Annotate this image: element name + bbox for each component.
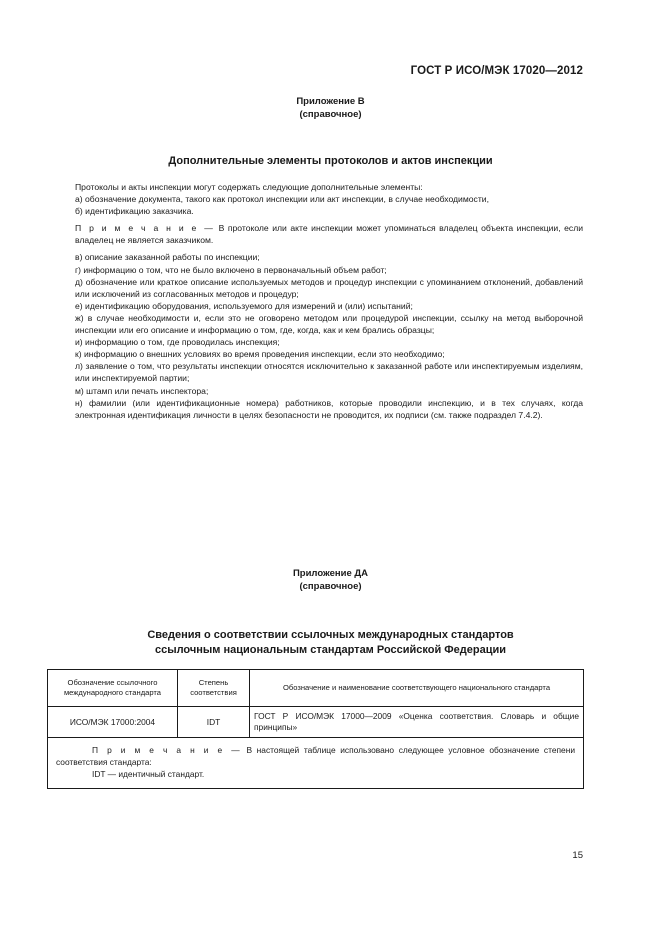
table-note-item: IDT — идентичный стандарт. [92, 769, 205, 779]
column-header: Обозначение и наименование соответствующего национального стандарта [250, 670, 584, 707]
list-item: а) обозначение документа, такого как протокол инспекции или акт инспекции, в случае необходимости, [75, 194, 489, 205]
reference-standards-table [47, 669, 584, 789]
column-header: Обозначение ссылочного международного стандарта [48, 670, 178, 707]
table-cell: IDT [178, 707, 250, 738]
list-item: б) идентификацию заказчика. [75, 206, 194, 217]
annex-b-note [75, 222, 583, 246]
table-row [48, 707, 584, 738]
note-text: В настоящей таблице использовано следующее условное обозначение степени соответствия стандарта: [56, 745, 576, 767]
annex-b-status: (справочное) [299, 109, 362, 120]
annex-b-intro: Протоколы и акты инспекции могут содержать следующие дополнительные элементы: [75, 182, 423, 192]
annex-da-title: Приложение ДА [292, 568, 369, 579]
annex-da-heading-line2: ссылочным национальным стандартам Российской Федерации [154, 644, 507, 656]
table-cell: ИСО/МЭК 17000:2004 [48, 707, 178, 738]
annex-da-heading-line1: Сведения о соответствии ссылочных международных стандартов [147, 629, 514, 641]
note-label: П р и м е ч а н и е — [75, 223, 216, 234]
list-item: д) обозначение или краткое описание используемых методов и процедур инспекции с упоминанием отклонений, добавлений или исключений из согласованных методов и процедур; [75, 276, 583, 299]
list-item: н) фамилии (или идентификационные номера) работников, которые проводили инспекцию, и в тех случаях, когда электронная идентификация личности в целях безопасности не проводится, их подписи (см. также подраздел 7.4.2). [75, 397, 583, 420]
annex-da-status: (справочное) [299, 581, 362, 592]
list-item: е) идентификацию оборудования, используемого для измерений и (или) испытаний; [75, 300, 413, 311]
list-item: м) штамп или печать инспектора; [75, 385, 209, 396]
table-note-line [56, 744, 575, 768]
list-item: и) информацию о том, где проводилась инспекция; [75, 337, 280, 348]
standard-designation: ГОСТ Р ИСО/МЭК 17020—2012 [410, 65, 583, 77]
note-label: П р и м е ч а н и е — [92, 745, 242, 755]
list-item: к) информацию о внешних условиях во время проведения инспекции, если это необходимо; [75, 349, 445, 360]
table-note-row [48, 738, 584, 789]
annex-b-body [75, 181, 583, 421]
table-note [48, 738, 584, 789]
list-item: в) описание заказанной работы по инспекции; [75, 252, 260, 263]
column-header: Степень соответствия [178, 670, 250, 707]
annex-b-heading: Дополнительные элементы протоколов и актов инспекции [168, 155, 493, 167]
annex-b-title: Приложение В [296, 96, 365, 107]
list-item: ж) в случае необходимости и, если это не оговорено методом или процедурой инспекции, ссылку на метод выборочной инспекции или его описание и информацию о том, где, когда, как и кем брались образцы; [75, 312, 583, 336]
note-text: В протоколе или акте инспекции может упоминаться владелец объекта инспекции, если владелец не является заказчиком. [75, 223, 584, 246]
table-cell: ГОСТ Р ИСО/МЭК 17000—2009 «Оценка соответствия. Словарь и общие принципы» [250, 707, 584, 738]
page-number: 15 [572, 850, 583, 861]
table-header-row [48, 670, 584, 707]
list-item: л) заявление о том, что результаты инспекции относятся исключительно к заказанной работе или инспектируемым изделиям, или инспектируемой партии; [75, 361, 583, 384]
list-item: г) информацию о том, что не было включено в первоначальный объем работ; [75, 264, 387, 275]
